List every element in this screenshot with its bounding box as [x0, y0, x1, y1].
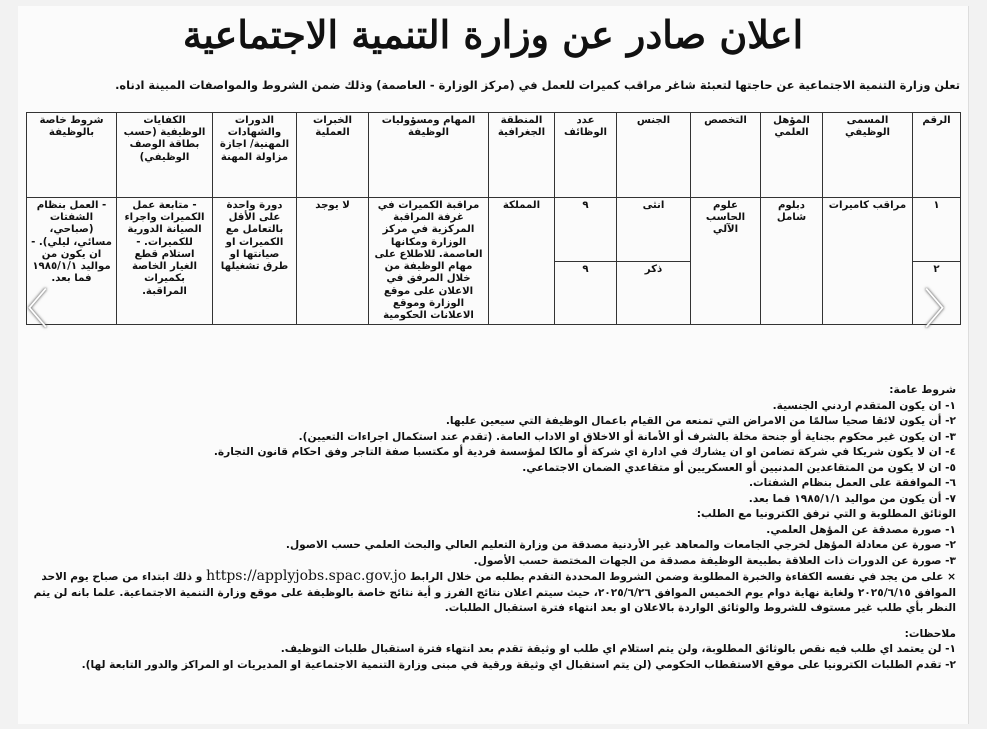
experience: لا يوجد — [297, 198, 369, 325]
notes-heading: ملاحظات: — [904, 627, 956, 640]
qualification: دبلوم شامل — [761, 198, 823, 325]
special-conditions: - العمل بنظام الشفتات (صباحي، مسائي، ليلي). - ان يكون من مواليد ١٩٨٥/١/١ فما بعد. — [27, 198, 117, 325]
header-cell: المسمى الوظيفي — [823, 113, 913, 198]
gender: انثى — [617, 198, 691, 262]
apply-link[interactable]: https://applyjobs.spac.gov.jo — [206, 568, 407, 584]
general-item: ٧- أن يكون من مواليد ١٩٨٥/١/١ فما بعد. — [748, 492, 956, 505]
table-header-row — [27, 113, 961, 198]
vacancy-count: ٩ — [555, 261, 617, 325]
competencies: - متابعة عمل الكميرات واجراء الصيانة الدورية للكميرات. - استلام قطع الغيار الخاصة بكميرات المراقبة. — [117, 198, 213, 325]
page-title: اعلان صادر عن وزارة التنمية الاجتماعية — [182, 12, 804, 57]
header-cell: الكفايات الوظيفية (حسب بطاقة الوصف الوظيفي) — [117, 113, 213, 198]
general-heading: شروط عامة: — [889, 384, 956, 396]
application-paragraph — [26, 569, 956, 617]
header-cell: الرقم — [913, 113, 961, 198]
terms-section — [26, 383, 956, 673]
vacancy-count: ٩ — [555, 198, 617, 262]
document-item: ١- صورة مصدقة عن المؤهل العلمي. — [766, 523, 956, 536]
table-row — [27, 198, 961, 262]
general-item: ٥- ان لا يكون من المتقاعدين المدنيين أو العسكريين أو متقاعدي الضمان الاجتماعي. — [522, 461, 956, 474]
jobs-table — [26, 112, 961, 325]
document-item: ٢- صورة عن معادلة المؤهل لخرجي الجامعات والمعاهد غير الأردنية مصدقة من وزارة التعليم العالي والبحث العلمي حسب الاصول. — [285, 539, 956, 551]
header-cell: المنطقة الجغرافية — [489, 113, 555, 198]
documents-heading: الوثائق المطلوبة و التي ترفق الكترونيا مع الطلب: — [696, 508, 956, 520]
general-item: ٦- الموافقة على العمل بنظام الشفتات. — [748, 477, 956, 489]
row-number: ٢ — [913, 261, 961, 325]
job-title: مراقب كاميرات — [823, 198, 913, 325]
gender: ذكر — [617, 261, 691, 325]
header-cell: الدورات والشهادات المهنية/ اجازة مزاولة المهنة — [213, 113, 297, 198]
header-cell: عدد الوظائف — [555, 113, 617, 198]
courses: دورة واحدة على الأقل بالتعامل مع الكميرات او صيانتها او طرق تشغيلها — [213, 198, 297, 325]
row-number: ١ — [913, 198, 961, 262]
note-item: ٢- تقدم الطلبات الكترونيا على موقع الاستقطاب الحكومي (لن يتم استقبال اي وثيقة ورقية في مبنى وزارة التنمية الاجتماعية او المديريات او المراكز والدور التابعة لها). — [81, 658, 956, 671]
header-cell: الخبرات العملية — [297, 113, 369, 198]
duties: مراقبة الكميرات في غرفة المراقبة المركزية في مركز الوزارة ومكانها العاصمة. للاطلاع على مهام الوظيفة من خلال المرفق في الاعلان على موقع الوزارة وموقع الاعلانات الحكومية — [369, 198, 489, 325]
general-item: ٣- ان يكون غير محكوم بجناية أو جنحة مخلة بالشرف أو الأمانة أو الاخلاق او الاداب العامة. (تقدم عند استكمال اجراءات التعيين). — [298, 430, 956, 443]
header-cell: المهام ومسؤوليات الوظيفة — [369, 113, 489, 198]
header-cell: التخصص — [691, 113, 761, 198]
intro-text: تعلن وزارة التنمية الاجتماعية عن حاجتها لتعبئة شاغر مراقب كميرات للعمل في (مركز الوزارة - العاصمة) وذلك ضمن الشروط والمواصفات المبينة ادناه. — [115, 78, 960, 92]
general-item: ٢- أن يكون لائقا صحيا سالمًا من الامراض التي تمنعه من القيام باعمال الوظيفة التي سيعين عليها. — [445, 415, 956, 427]
note-item: ١- لن يعتمد اي طلب فيه نقص بالوثائق المطلوبة، ولن يتم استلام اي طلب او وثيقة تقدم بعد انتهاء فترة استقبال طلبات التوظيف. — [280, 643, 956, 655]
general-item: ١- ان يكون المتقدم اردني الجنسية. — [772, 399, 956, 412]
apply-text-after: و ذلك ابتداء من صباح يوم الاحد الموافق ٢٠٢٥/٦/١٥ ولغاية نهاية دوام يوم الخميس الموافق ٢٠٢٥/٦/٢٦، حيث سيتم اعلان نتائج الفرز و أية نتائج خاصة بالوظيفة على موقع وزارة التنمية الاجتماعية. علما بانه لن يتم النظر بأي طلب غير مستوف للشروط والوثائق الواردة بالاعلان او بعد انتهاء فترة استقبال الطلبات. — [33, 571, 956, 614]
header-cell: المؤهل العلمي — [761, 113, 823, 198]
header-cell: الجنس — [617, 113, 691, 198]
header-cell: شروط خاصة بالوظيفة — [27, 113, 117, 198]
general-item: ٤- ان لا يكون شريكا في شركة تضامن او ان يشارك في ادارة اي شركة أو مالكا لمؤسسة فردية أو مكتسبا صفة التاجر وفق احكام قانون التجارة. — [213, 446, 956, 458]
document-item: ٣- صورة عن الدورات ذات العلاقة بطبيعة الوظيفة مصدقة من الجهات المختصة حسب الأصول. — [473, 554, 956, 567]
previous-page-arrow-icon[interactable]: 〈 — [6, 285, 49, 334]
region: المملكة — [489, 198, 555, 325]
apply-text-before: × على من يجد في نفسه الكفاءة والخبرة المطلوبة وضمن الشروط المحددة التقدم بطلبه من خلال الرابط — [410, 571, 956, 583]
specialty: علوم الحاسب الآلي — [691, 198, 761, 325]
next-page-arrow-icon[interactable]: 〉 — [924, 285, 967, 334]
document-page — [18, 6, 969, 724]
